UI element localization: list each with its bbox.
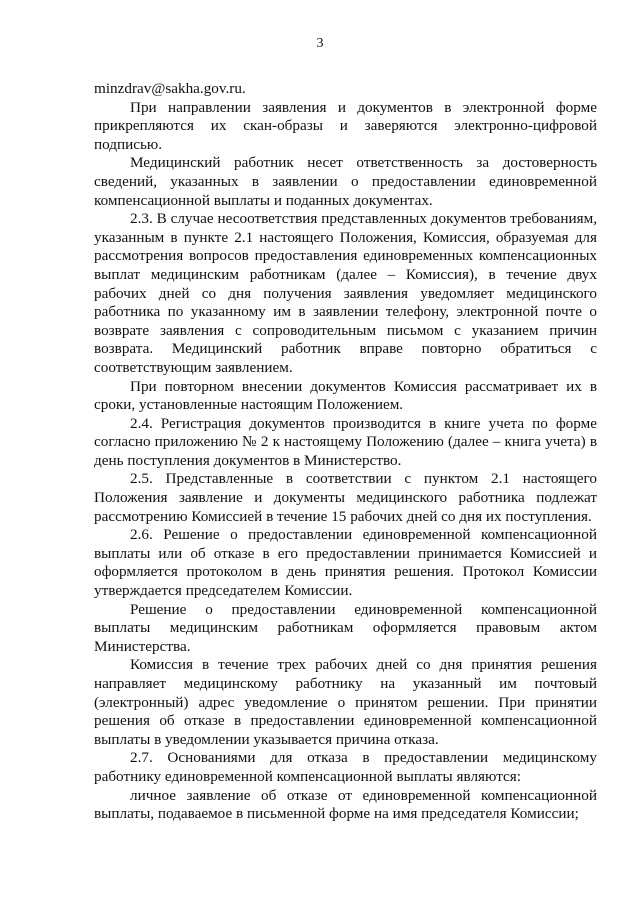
paragraph-refusal-ground-1: личное заявление об отказе от единовременной компенсационной выплаты, подаваемое в письменной форме на имя председателя Комиссии;: [94, 786, 597, 823]
paragraph-clause-2-3: 2.3. В случае несоответствия представленных документов требованиям, указанным в пункте 2.1 настоящего Положения, Комиссия, образуемая для рассмотрения вопросов предоставления единовременных компенсационных выплат медицинским работникам (далее – Комиссия), в течение двух рабочих дней со дня получения заявления уведомляет медицинского работника по указанному им в заявлении телефону, электронной почте о возврате заявления с сопроводительным письмом с указанием причин возврата. Медицинский работник вправе повторно обратиться с соответствующим заявлением.: [94, 210, 597, 376]
paragraph-clause-2-7: 2.7. Основаниями для отказа в предоставлении медицинскому работнику единовременной компенсационной выплаты являются:: [94, 749, 597, 785]
paragraph-clause-2-4: 2.4. Регистрация документов производится в книге учета по форме согласно приложению № 2 к настоящему Положению (далее – книга учета) в день поступления документов в Министерство.: [94, 414, 597, 469]
page-number: 3: [316, 36, 324, 51]
paragraph-clause-2-5: 2.5. Представленные в соответствии с пунктом 2.1 настоящего Положения заявление и документы медицинского работника подлежат рассмотрению Комиссией в течение 15 рабочих дней со дня их поступления.: [94, 470, 597, 525]
document-body: [94, 80, 597, 824]
paragraph-email-continuation: minzdrav@sakha.gov.ru.: [94, 80, 246, 97]
paragraph-responsibility: Медицинский работник несет ответственность за достоверность сведений, указанных в заявлении о предоставлении единовременной компенсационной выплаты и поданных документах.: [94, 154, 597, 209]
paragraph-resubmission: При повторном внесении документов Комиссия рассматривает их в сроки, установленные настоящим Положением.: [94, 377, 597, 414]
paragraph-legal-act: Решение о предоставлении единовременной компенсационной выплаты медицинским работникам оформляется правовым актом Министерства.: [94, 600, 597, 655]
paragraph-notification: Комиссия в течение трех рабочих дней со дня принятия решения направляет медицинскому работнику на указанный им почтовый (электронный) адрес уведомление о принятом решении. При принятии решения об отказе в предоставлении единовременной компенсационной выплаты в уведомлении указывается причина отказа.: [94, 656, 597, 748]
paragraph-clause-2-6: 2.6. Решение о предоставлении единовременной компенсационной выплаты или об отказе в его предоставлении принимается Комиссией и оформляется протоколом в день принятия решения. Протокол Комиссии утверждается председателем Комиссии.: [94, 526, 597, 600]
paragraph-electronic-submission: При направлении заявления и документов в электронной форме прикрепляются их скан-образы и заверяются электронно-цифровой подписью.: [94, 98, 597, 153]
